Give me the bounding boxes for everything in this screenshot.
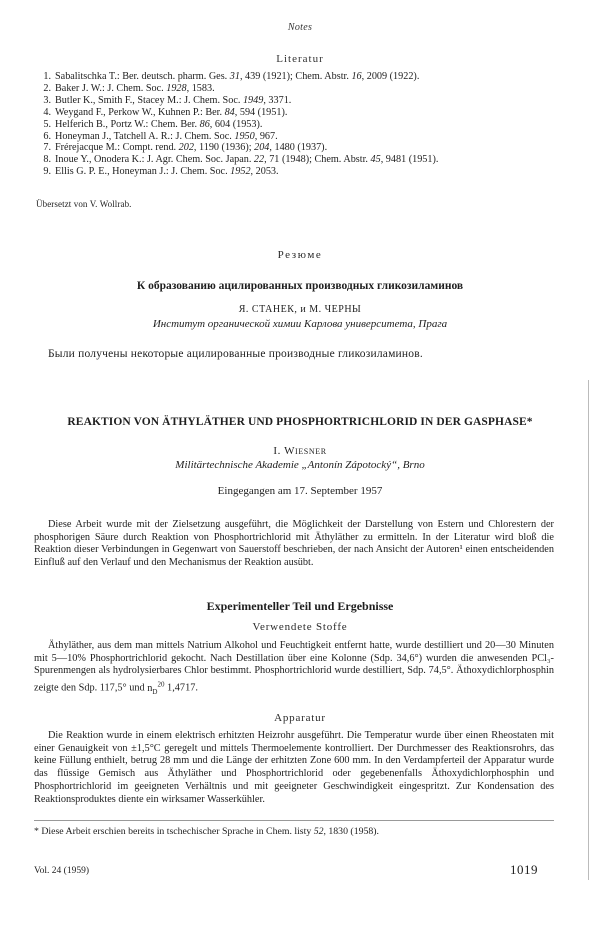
stoffe-paragraph [34,640,554,698]
reference-number: 1. [43,71,51,82]
section-heading: Experimenteller Teil und Ergebnisse [206,599,394,613]
reference-volume: 22 [253,154,265,166]
reference-volume: 204 [254,142,270,154]
reference-number: 2. [43,82,51,94]
reference-number: 3. [43,94,51,106]
footnote-text: * Diese Arbeit erschien bereits in tschechischer Sprache in Chem. listy [34,826,312,837]
reference-volume: 31 [229,71,240,82]
resume-heading: Резюме [277,249,323,261]
apparatur-text: Die Reaktion wurde in einem elektrisch erhitzten Heizrohr ausgeführt. Die Temperatur wurde über einen Rheostaten mit einer Genauigkeit von ±1,5°C geregelt und mittels Thermoelemente kontrolliert. Der Durchmesser des Reaktionsrohrs, das keine Füllung enthielt, betrug 28 mm und die Länge der erhitzten Zone 600 mm. In den Verdampferteil der Apparatur wurde das flüssige Gemisch aus Äthyläther und Phosphortrichlorid oder gegebenenfalls Äthoxydichlorphosphin und Phosphortrichlorid im geeigneten Verhältnis und mit geeigneter Geschwindigkeit eingespritzt. Zur Kondensation des Reaktionsproduktes diente ein wirksamer Wasserkühler. [34,730,554,805]
reference-volume: 1952 [230,166,251,178]
reference-item: 6. Honeyman J., Tatchell A. R.: J. Chem. Soc. 1950, 967. [40,131,570,143]
article-author: I. Wiesner [273,445,327,457]
reference-item: 3. Butler K., Smith F., Stacey M.: J. Chem. Soc. 1949, 3371. [40,95,570,107]
reference-number: 4. [43,106,51,118]
reference-volume: 16 [351,71,362,82]
running-head: Notes [287,22,313,33]
reference-volume: 1950 [234,130,255,142]
reference-item: 1. Sabalitschka T.: Ber. deutsch. pharm. Ges. 31, 439 (1921); Chem. Abstr. 16, 2009 (1922). [40,71,570,83]
reference-list [40,71,570,178]
reference-item: 8. Inoue Y., Onodera K.: J. Agr. Chem. Soc. Japan. 22, 71 (1948); Chem. Abstr. 45, 9481 (1951). [40,154,570,166]
reference-item: 4. Weygand F., Perkow W., Kuhnen P.: Ber. 84, 594 (1951). [40,107,570,119]
reference-volume: 1928 [166,82,187,94]
scan-edge-line [588,380,589,880]
reference-item: 5. Helferich B., Portz W.: Chem. Ber. 86, 604 (1953). [40,119,570,131]
reference-item: 9. Ellis G. P. E., Honeyman J.: J. Chem. Soc. 1952, 2053. [40,166,570,178]
page-number: 1019 [510,862,538,877]
reference-volume: 86 [199,118,210,130]
reference-number: 5. [43,118,51,130]
footnote-divider [34,820,554,821]
footnote-tail: , 1830 (1958). [323,826,379,837]
subsection-heading-stoffe: Verwendete Stoffe [252,621,348,633]
resume-authors: Я. СТАНЕК, и М. ЧЕРНЫ [238,304,362,315]
translator-note: Übersetzt von V. Wollrab. [36,199,132,209]
abstract-text: Diese Arbeit wurde mit der Zielsetzung ausgeführt, die Möglichkeit der Darstellung von Estern und Chlorestern der phosphorigen Säure durch Reaktion von Phosphortrichlorid mit Äthyläther zu ermitteln. In der Literatur wird bloß die Reaktion dieser Verbindungen in Gegenwart von Sauerstoff beschrieben, der nach Ansicht der Autoren¹ einen entscheidenden Einfluß auf den Verlauf und den Mechanismus der Reaktion ausübt. [34,519,554,569]
reference-item: 7. Frérejacque M.: Compt. rend. 202, 1190 (1936); 204, 1480 (1937). [40,142,570,154]
article-title: REAKTION VON ÄTHYLÄTHER UND PHOSPHORTRICHLORID IN DER GASPHASE* [67,416,533,428]
reference-number: 6. [43,130,51,142]
volume-info: Vol. 24 (1959) [34,866,89,876]
resume-institute: Институт органической химии Карлова университета, Прага [152,318,448,330]
reference-number: 8. [43,154,51,166]
reference-volume: 202 [178,142,194,154]
reference-volume: 45 [370,154,381,166]
resume-text: Были получены некоторые ацилированные производные гликозиламинов. [48,348,423,360]
footnote-volume: 52 [313,826,324,837]
received-date: Eingegangen am 17. September 1957 [217,485,383,497]
reference-volume: 84 [224,106,235,118]
reference-item: 2. Baker J. W.: J. Chem. Soc. 1928, 1583. [40,83,570,95]
subsection-heading-apparatur: Apparatur [274,712,326,724]
apparatur-paragraph [34,730,554,806]
reference-volume: 1949 [242,94,264,106]
footnote [34,826,379,837]
literature-heading: Literatur [276,53,324,65]
reference-number: 7. [43,142,51,154]
reference-number: 9. [43,166,51,178]
stoffe-text: Äthyläther, aus dem man mittels Natrium Alkohol und Feuchtigkeit entfernt hatte, wurde destilliert und 20—30 Minuten mit 5—10% Phosphortrichlorid gekocht. Nach Destillation über eine Kolonne (Sdp. 34,6°) wurden die anwesenden PCl₃-Spurenmengen als hydrolysierbares Chlor bestimmt. Phosphortrichlorid wurde destilliert, Sdp. 74,5°. Äthoxydichlorphosphin zeigte den Sdp. 117,5° und $n_D^{20}$ 1,4717. [34,640,554,696]
refractive-index-symbol: $n_D^{20}$ [147,680,165,696]
abstract [34,519,554,570]
article-affiliation: Militärtechnische Akademie „Antonín Zápotocký“, Brno [175,459,425,471]
resume-title: К образованию ацилированных производных гликозиламинов [136,280,464,292]
